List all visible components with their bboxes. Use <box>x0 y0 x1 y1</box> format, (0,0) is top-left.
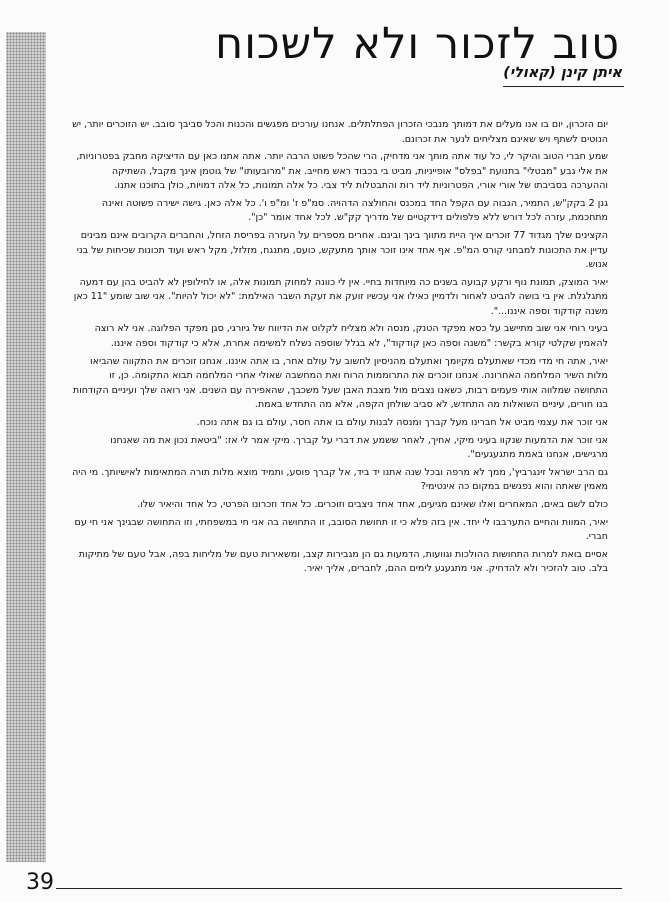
paragraph: הקצינים שלך מגדוד 77 זוכרים איך היית מתווך בינך ובינם. אחרים מספרים על העזרה בפריסת הזחל, והחברים הקרובים אינם מבינים עדיין את התכונות למבחני קורס המ"פ. אף אחד אינו זוכר אותך מתעקש, כועס, מתנגח, מזלזל, מקל ראש ועוד תכונות שכיחות של בני אנוש. <box>76 230 608 271</box>
paragraph: יאיר המוצק, תמונת נוף ורקע קבועה בשנים כה מיוחדות בחיי. אין לי כוונה למחוק תמונות אלה, או לחילופין לא להביט בהן עם דמעה מתגלגלת. אין בי בושה להביט לאחור ולדמיין כאילו אני עכשיו זועק את זעקת השבר האילמת: "לא יכול להיות". אני שוב שומע "11 כאן משנה קודקוד וספה איננו...". <box>73 276 608 317</box>
article-body <box>72 118 608 580</box>
article-author: איתן קינן (קאולי) <box>503 62 624 87</box>
paragraph: שמע חברי הטוב והיקר לי, כל עוד אתה מותך אני מדחיק, הרי שהכל פשוט הרבה יותר. אתה אתנו כאן עם הדיציקה מחבק בפטרוניות, את אלי גבע "מבטלי" בתנועת "בפלס" אופייניות, מביט בי בכבוד ראש מחייב. את "מרובעותו" של גוטמן אינך מקבל, השתיקה וההערכה בסביבתו של אורי אורי, הפטרוניות ליד רות והתבטלות ליד צבי. כל אלה תמונות, כל אלה דמויות, כולן בתוכנו אתנו. <box>76 151 608 192</box>
paragraph: יאיר, המוות והחיים התערבבו לי יחד. אין בזה פלא כי זו תחושת הסובב, זו התחושה בה אני חי במשפחתי, וזו התחושה שבגינך אני חי עם חברי. <box>74 516 608 543</box>
paragraph: אסיים בואת למרות התחושות ההולכות וגוועות, הדמעות גם הן מגבירות קצב, ומשאירות טעם של מליחות בפה, אבל טעם של מתיקות בלב. טוב להזכיר ולא להדחיק. אני מתגעגע לימים ההם, לחברים, אליך יאיר. <box>78 548 608 575</box>
paragraph: יום הזכרון, יום בו אנו מעלים את דמותך מנבכי הזכרון הפתלתלים. אנחנו עורכים מפגשים והכנות והכל סביבך סובב. יש הזוכרים יותר, יש הנוטים לשתף ויש שאינם מצליחים לנער את זכרונם. <box>72 119 608 145</box>
dotted-side-bar <box>6 32 46 862</box>
paragraph: יאיר, אתה חי מדי מכדי שאתעלם מקיומך ואתעלם מהניסיון לחשוב על עולם אחר, בו אתה איננו. אנחנו זוכרים את התקווה שהביאו מלות השיר המלחמה האחרונה. אנחנו זוכרים את התרוממות הרוח ואת המחשבה שאולי אחרי המלחמה תבוא התקומה. כן, זו התחושה שמלווה אותי פעמים רבות, כשאנו נצבים מול מצבת האבן שעל משכבך, שהאפירה עם השנים. אני רואה שלך ועיניים הקודחות בנו חורים, עיניים השואלות מה התחדש, לא סביב שולחן הקפה, אלא מה התחדש באמת. <box>72 355 608 411</box>
paragraph: גנן 2 בקק"ש, התמיר, הגבוה עם הקפל החד במכנס והחולצה הדהויה. סמ"פ ז' ומ"פ ו'. כל אלה כאן. גישה ישירה פשוטה ואינה מתחכמת, עזרה לכל דורש ללא פלפולים דידקטיים של מדריך קק"ש. לכל אחד אומר "כן". <box>101 197 608 224</box>
paragraph: אני זוכר את עצמי מביט אל חברינו מעל קברך ומנסה לבנות עולם בו אתה חסר, עולם בו גם אתה נוכח. <box>196 416 608 428</box>
paragraph: גם הרב ישראל זינגרביץ', ממך לא מרפה ובכל שנה אתנו יד ביד, אל קברך פוסע, ותמיד מוצא מלות תורה המתאימות לאישיותך. מי היה מאמין שאתה והוא נפגשים במקום כה אינטימי? <box>72 466 608 493</box>
article-title: טוב לזכור ולא לשכוח <box>215 19 620 69</box>
paragraph: בעיני רוחי אני שוב מתיישב על כסא מפקד הטנק, מנסה ולא מצליח לקלוט את הדיווח של גיורגי, סגן מפקד הפלוגה. אני לא רוצה להאמין שקלטי קורא בקשר: "משנה וספה כאן קודקוד", לא בגלל שוספה נשלח למשימה אחרת, אלא כי קודקוד וספה איננו. <box>94 323 608 349</box>
page-number: 39 <box>26 870 54 895</box>
footer-rule <box>56 888 622 889</box>
paragraph: אני זוכר את הדמעות שנקוו בעיני מיקי, אחיך, לאחר ששמע את דברי על קברך. מיקי אמר לי אז: "ביטאת נכון את מה שאנחנו מרגישים, אנחנו באמת מתגעגעים". <box>110 434 608 460</box>
paragraph: כולם לשם באים, המאחרים ואלו שאינם מגיעים, אחד אחד ניצבים וזוכרים. כל אחד וזכרונו הפרטי, כל אחד והיאיר שלו. <box>137 498 608 510</box>
